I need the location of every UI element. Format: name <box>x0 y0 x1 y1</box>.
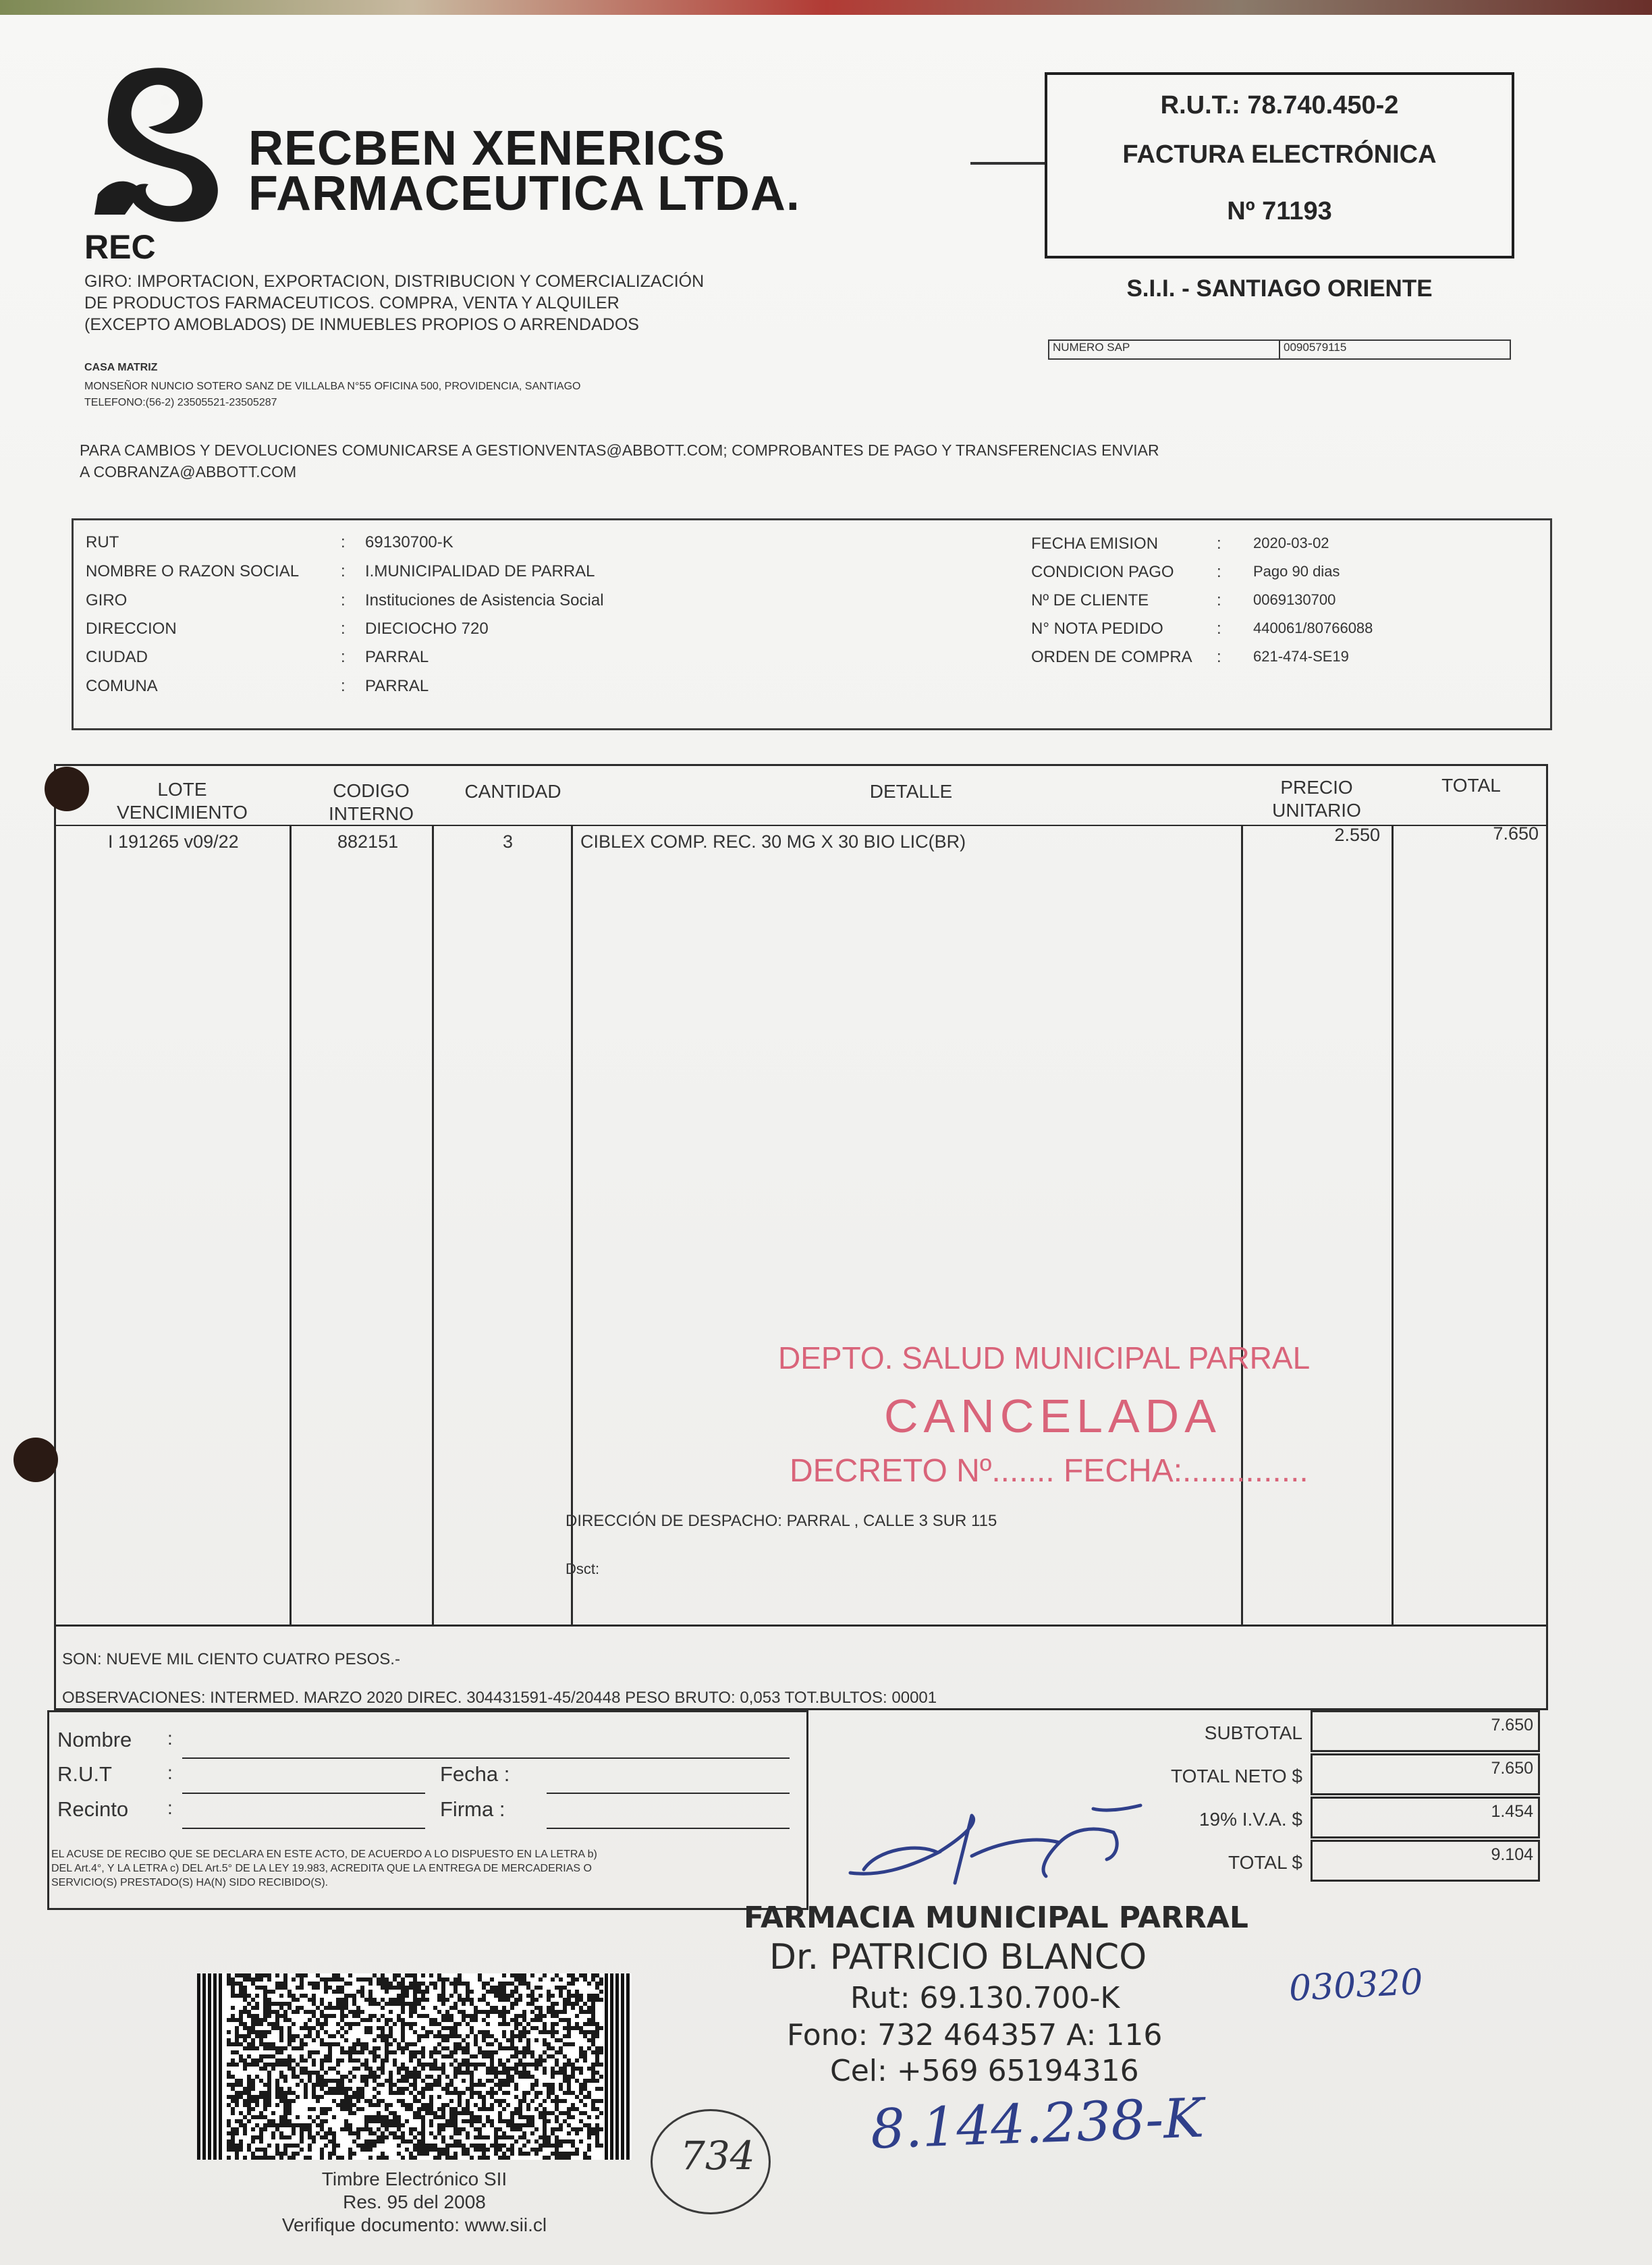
client-field-colon: : <box>341 533 346 551</box>
timbre-text: Timbre Electrónico SII Res. 95 del 2008 Verifique documento: www.sii.cl <box>281 2168 547 2235</box>
totals-value: 7.650 <box>1491 1716 1533 1735</box>
header-codigo: CODIGO INTERNO <box>329 780 414 824</box>
receipt-recinto-label: Recinto <box>57 1797 129 1821</box>
despacho-address: DIRECCIÓN DE DESPACHO: PARRAL , CALLE 3 SUR 115 <box>566 1512 997 1530</box>
receipt-colon: : <box>167 1797 173 1818</box>
header-precio: PRECIO UNITARIO <box>1272 777 1361 821</box>
company-name-line1: RECBEN XENERICS <box>248 121 726 175</box>
client-field-colon: : <box>1217 591 1221 609</box>
client-field-value: 2020-03-02 <box>1253 535 1329 551</box>
header-cantidad: CANTIDAD <box>464 781 561 802</box>
client-field-colon: : <box>341 620 346 638</box>
pharmacy-cell: Cel: +569 65194316 <box>830 2054 1139 2088</box>
header-total: TOTAL <box>1441 775 1501 796</box>
pharmacy-doctor: Dr. PATRICIO BLANCO <box>769 1937 1147 1977</box>
circled-number-text: 734 <box>680 2133 755 2179</box>
lion-logo-icon <box>84 59 233 228</box>
company-abbrev: REC <box>84 228 156 266</box>
client-field-value: 0069130700 <box>1253 591 1336 608</box>
timbre-barcode-image <box>197 1973 632 2160</box>
sap-label: NUMERO SAP <box>1053 341 1130 354</box>
client-field-colon: : <box>1217 563 1221 581</box>
handwritten-date: 030320 <box>1288 1961 1424 2010</box>
client-field-label: NOMBRE O RAZON SOCIAL <box>86 562 300 580</box>
stamp-decreto: DECRETO Nº....... FECHA:.............. <box>790 1453 1309 1489</box>
giro-line-2: DE PRODUCTOS FARMACEUTICOS. COMPRA, VENTA Y ALQUILER <box>84 294 620 312</box>
client-field-label: COMUNA <box>86 677 158 695</box>
sap-divider <box>1279 341 1280 358</box>
totals-value: 9.104 <box>1491 1845 1533 1864</box>
client-field-label: GIRO <box>86 591 128 609</box>
handwritten-rut: 8.144.238-K <box>869 2086 1205 2161</box>
receipt-legal-text: EL ACUSE DE RECIBO QUE SE DECLARA EN ESTE ACTO, DE ACUERDO A LO DISPUESTO EN LA LETRA b) DEL Art.4°, Y LA LETRA c) DEL Art.5° DE LA LEY 19.983, ACREDITA QUE LA ENTREGA DE MERCADERIAS O SERVICIO(S) PRESTADO(S) HA(N) SIDO RECIBIDO(S). <box>51 1849 597 1888</box>
col-divider <box>571 825 573 1625</box>
signature-image <box>837 1795 1201 1890</box>
punch-hole <box>45 767 89 811</box>
client-field-colon: : <box>1217 620 1221 638</box>
receipt-fecha-line <box>547 1793 790 1794</box>
receipt-firma-line <box>547 1828 790 1829</box>
client-field-colon: : <box>341 591 346 609</box>
item-detalle: CIBLEX COMP. REC. 30 MG X 30 BIO LIC(BR) <box>580 831 966 852</box>
background-strip <box>0 0 1652 15</box>
invoice-number: Nº 71193 <box>1227 197 1332 225</box>
pharmacy-name: FARMACIA MUNICIPAL PARRAL <box>744 1901 1248 1935</box>
receipt-fecha-label: Fecha : <box>440 1762 510 1786</box>
items-table <box>54 764 1548 1627</box>
dsct-label: Dsct: <box>566 1560 600 1577</box>
client-field-label: CIUDAD <box>86 648 148 666</box>
totals-value: 1.454 <box>1491 1802 1533 1821</box>
client-field-label: Nº DE CLIENTE <box>1031 591 1149 609</box>
client-field-label: RUT <box>86 533 119 551</box>
col-divider <box>1241 825 1243 1625</box>
receipt-rut-line <box>182 1793 425 1794</box>
client-field-value: 69130700-K <box>365 533 453 551</box>
receipt-rut-label: R.U.T <box>57 1762 112 1786</box>
totals-label: 19% I.V.A. $ <box>1199 1809 1302 1830</box>
casa-matriz-label: CASA MATRIZ <box>84 362 158 373</box>
client-field-colon: : <box>341 677 346 695</box>
item-codigo: 882151 <box>337 831 399 852</box>
item-cantidad: 3 <box>503 831 514 852</box>
client-field-label: ORDEN DE COMPRA <box>1031 648 1192 666</box>
client-field-colon: : <box>1217 535 1221 553</box>
notice-line-1: PARA CAMBIOS Y DEVOLUCIONES COMUNICARSE A GESTIONVENTAS@ABBOTT.COM; COMPROBANTES DE PAGO Y TRANSFERENCIAS ENVIAR <box>80 441 1159 459</box>
issuer-rut: R.U.T.: 78.740.450-2 <box>1160 91 1399 119</box>
stamp-depto: DEPTO. SALUD MUNICIPAL PARRAL <box>778 1340 1311 1375</box>
totals-label: TOTAL NETO $ <box>1170 1766 1302 1786</box>
pen-mark <box>970 162 1045 165</box>
header-detalle: DETALLE <box>869 781 953 802</box>
client-field-value: 621-474-SE19 <box>1253 648 1349 665</box>
client-field-value: Instituciones de Asistencia Social <box>365 591 604 609</box>
company-address: MONSEÑOR NUNCIO SOTERO SANZ DE VILLALBA N°55 OFICINA 500, PROVIDENCIA, SANTIAGO <box>84 381 581 392</box>
stamp-cancelada: CANCELADA <box>884 1390 1221 1442</box>
client-field-colon: : <box>341 648 346 666</box>
giro-line-3: (EXCEPTO AMOBLADOS) DE INMUEBLES PROPIOS O ARRENDADOS <box>84 315 639 334</box>
receipt-recinto-line <box>182 1828 425 1829</box>
totals-value: 7.650 <box>1491 1759 1533 1778</box>
client-field-label: FECHA EMISION <box>1031 535 1159 553</box>
client-field-value: I.MUNICIPALIDAD DE PARRAL <box>365 562 595 580</box>
receipt-nombre-label: Nombre <box>57 1728 132 1751</box>
client-field-value: Pago 90 dias <box>1253 563 1340 580</box>
col-divider <box>290 825 292 1625</box>
item-precio: 2.550 <box>1334 825 1380 845</box>
receipt-nombre-line <box>182 1757 790 1759</box>
client-field-value: PARRAL <box>365 648 429 666</box>
client-field-label: DIRECCION <box>86 620 177 638</box>
sii-office: S.I.I. - SANTIAGO ORIENTE <box>1126 275 1433 302</box>
totals-label: SUBTOTAL <box>1204 1722 1302 1743</box>
pharmacy-phone: Fono: 732 464357 A: 116 <box>787 2018 1163 2052</box>
header-lote: LOTE VENCIMIENTO <box>117 779 248 823</box>
client-field-value: 440061/80766088 <box>1253 620 1373 636</box>
item-lote: I 191265 v09/22 <box>108 831 239 852</box>
sap-value: 0090579115 <box>1284 341 1347 354</box>
totals-label: TOTAL $ <box>1228 1852 1302 1873</box>
col-divider <box>1392 825 1394 1625</box>
invoice-type: FACTURA ELECTRÓNICA <box>1122 140 1437 169</box>
punch-hole <box>13 1438 58 1482</box>
item-total: 7.650 <box>1493 823 1539 844</box>
receipt-colon: : <box>167 1728 173 1749</box>
company-phone: TELEFONO:(56-2) 23505521-23505287 <box>84 397 277 408</box>
client-field-colon: : <box>1217 648 1221 666</box>
pharmacy-rut: Rut: 69.130.700-K <box>850 1981 1120 2015</box>
client-field-colon: : <box>341 562 346 580</box>
client-field-label: CONDICION PAGO <box>1031 563 1174 581</box>
giro-line-1: GIRO: IMPORTACION, EXPORTACION, DISTRIBUCION Y COMERCIALIZACIÓN <box>84 272 705 291</box>
client-field-value: DIECIOCHO 720 <box>365 620 489 638</box>
client-field-value: PARRAL <box>365 677 429 695</box>
col-divider <box>432 825 434 1625</box>
client-field-label: N° NOTA PEDIDO <box>1031 620 1163 638</box>
amount-in-words: SON: NUEVE MIL CIENTO CUATRO PESOS.- <box>62 1650 400 1668</box>
observations: OBSERVACIONES: INTERMED. MARZO 2020 DIREC. 304431591-45/20448 PESO BRUTO: 0,053 TOT.BULTOS: 00001 <box>62 1689 937 1707</box>
notice-line-2: A COBRANZA@ABBOTT.COM <box>80 463 297 481</box>
company-name-line2: FARMACEUTICA LTDA. <box>248 167 800 221</box>
receipt-firma-label: Firma : <box>440 1797 505 1821</box>
receipt-colon: : <box>167 1762 173 1783</box>
